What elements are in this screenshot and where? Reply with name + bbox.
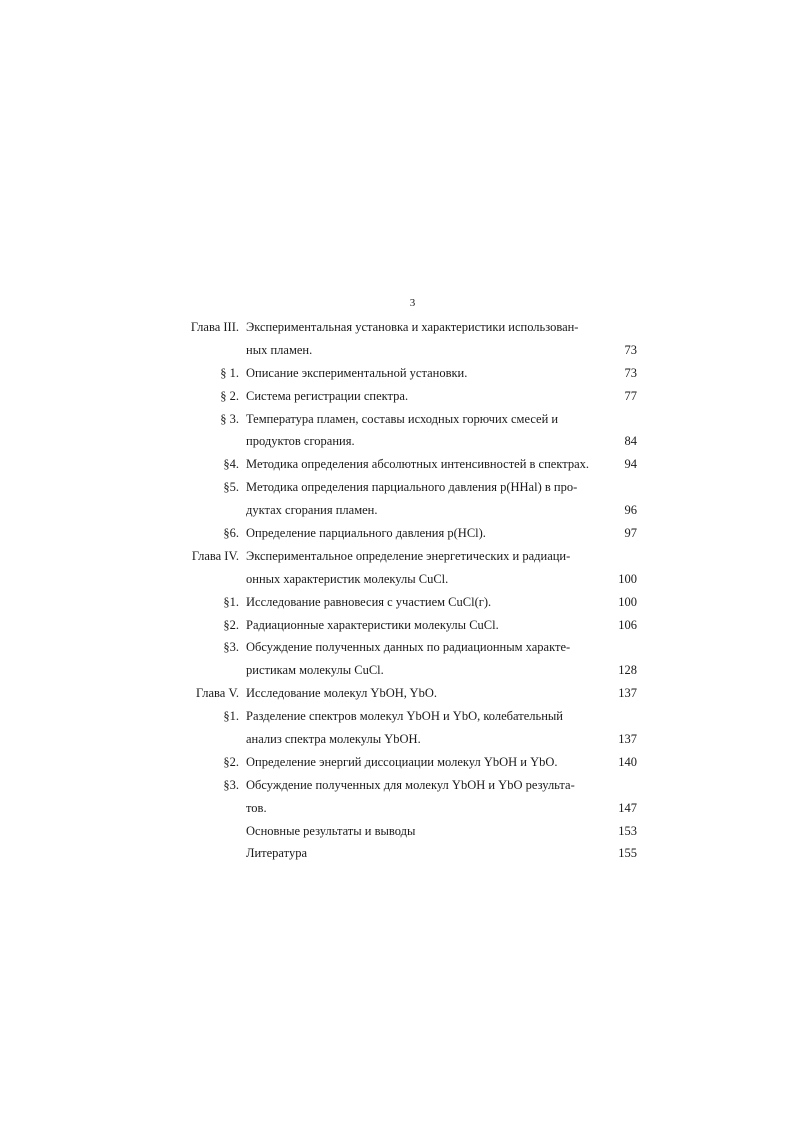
- toc-entry-title: Описание экспериментальной установки.: [246, 365, 468, 380]
- toc-page-number: 100: [618, 571, 637, 586]
- toc-section-number: §4.: [223, 457, 239, 472]
- toc-entry-title: Методика определения парциального давления p(HHal) в про-: [246, 480, 578, 495]
- toc-page-number: 100: [618, 594, 637, 609]
- toc-line: [0, 545, 795, 568]
- toc-line: [0, 476, 795, 499]
- toc-entry-title: дуктах сгорания пламен.: [246, 503, 378, 518]
- toc-section-number: Глава III.: [190, 320, 239, 334]
- toc-line: [0, 362, 795, 385]
- toc-page-number: 155: [618, 846, 637, 861]
- toc-section-number: §6.: [223, 526, 239, 541]
- toc-entry-title: Литература: [246, 846, 307, 861]
- toc-page-number: 147: [618, 800, 637, 815]
- toc-line: [0, 591, 795, 614]
- toc-entry-title: тов.: [246, 800, 267, 815]
- toc-entry-title: ристикам молекулы CuCl.: [246, 663, 384, 678]
- toc-section-number: §2.: [223, 754, 239, 769]
- toc-section-number: Глава V.: [195, 686, 239, 701]
- toc-entry-title: Обсуждение полученных для молекул YbOH и YbO результа-: [246, 777, 575, 792]
- toc-page-number: 96: [624, 503, 637, 518]
- toc-line: [0, 636, 795, 659]
- toc-entry-title: онных характеристик молекулы CuCl.: [246, 571, 449, 586]
- toc-line: [0, 568, 795, 591]
- toc-page-number: 73: [624, 342, 637, 357]
- toc-entry-title: Экспериментальное определение энергетических и радиаци-: [246, 548, 571, 563]
- toc-entry-title: Разделение спектров молекул YbOH и YbO, колебательный: [246, 709, 563, 724]
- toc-page-number: 153: [618, 823, 637, 838]
- toc-line: [0, 842, 795, 865]
- toc-entry-title: продуктов сгорания.: [246, 434, 355, 449]
- toc-section-number: Глава IV.: [191, 548, 239, 563]
- toc-line: [0, 430, 795, 453]
- toc-page-number: 128: [618, 663, 637, 678]
- toc-page-number: 140: [618, 754, 637, 769]
- toc-entry-title: Обсуждение полученных данных по радиационным характе-: [246, 640, 571, 655]
- toc-line: [0, 820, 795, 843]
- toc-page-number: 77: [624, 388, 637, 403]
- toc-section-number: §3.: [223, 640, 239, 655]
- toc-line: [0, 728, 795, 751]
- toc-section-number: §2.: [223, 617, 239, 632]
- toc-line: [0, 499, 795, 522]
- toc-entry-title: анализ спектра молекулы YbOH.: [246, 732, 421, 747]
- toc-section-number: §1.: [223, 709, 239, 724]
- toc-line: [0, 522, 795, 545]
- toc-line: [0, 705, 795, 728]
- toc-entry-title: Основные результаты и выводы: [246, 823, 416, 838]
- toc-section-number: § 2.: [220, 388, 239, 403]
- toc-page-number: 94: [624, 457, 637, 472]
- toc-line: [0, 682, 795, 705]
- toc-section-number: §3.: [223, 777, 239, 792]
- toc-entry-title: ных пламен.: [246, 342, 313, 357]
- toc-section-number: §1.: [223, 594, 239, 609]
- toc-line: [0, 316, 795, 339]
- toc-page-number: 84: [624, 434, 637, 449]
- toc-line: [0, 453, 795, 476]
- toc-line: [0, 408, 795, 431]
- toc-section-number: § 1.: [220, 365, 239, 380]
- toc-entry-title: Экспериментальная установка и характеристики использован-: [246, 320, 579, 334]
- toc-section-number: § 3.: [220, 411, 239, 426]
- page-number: 3: [409, 297, 416, 309]
- toc-page-number: 97: [624, 526, 637, 541]
- toc-line: [0, 774, 795, 797]
- toc-entry-title: Система регистрации спектра.: [246, 388, 409, 403]
- table-of-contents: [0, 316, 795, 865]
- toc-page-number: 137: [618, 686, 637, 701]
- toc-page-number: 73: [624, 365, 637, 380]
- toc-line: [0, 339, 795, 362]
- toc-line: [0, 797, 795, 820]
- toc-line: [0, 614, 795, 637]
- toc-line: [0, 751, 795, 774]
- toc-entry-title: Исследование равновесия с участием CuCl(г).: [246, 594, 492, 609]
- toc-entry-title: Радиационные характеристики молекулы CuCl.: [246, 617, 499, 632]
- toc-section-number: §5.: [223, 480, 239, 495]
- toc-entry-title: Определение парциального давления p(HCl).: [246, 526, 486, 541]
- toc-entry-title: Исследование молекул YbOH, YbO.: [246, 686, 437, 701]
- toc-line: [0, 659, 795, 682]
- toc-page-number: 137: [618, 732, 637, 747]
- toc-entry-title: Температура пламен, составы исходных горючих смесей и: [246, 411, 559, 426]
- toc-page-number: 106: [618, 617, 637, 632]
- toc-entry-title: Определение энергий диссоциации молекул YbOH и YbO.: [246, 754, 558, 769]
- toc-entry-title: Методика определения абсолютных интенсивностей в спектрах.: [246, 457, 590, 472]
- toc-line: [0, 385, 795, 408]
